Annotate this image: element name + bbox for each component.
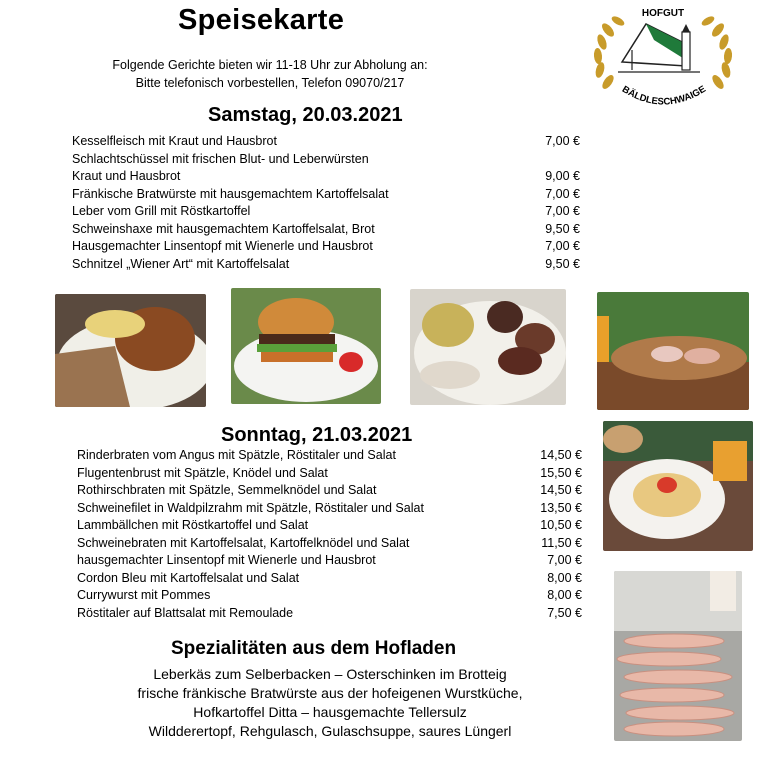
sunday-menu	[77, 447, 582, 622]
dish-name: Schnitzel „Wiener Art“ mit Kartoffelsalat	[72, 256, 290, 271]
dish-price: 14,50 €	[540, 483, 582, 497]
list-item	[72, 221, 580, 239]
food-image	[597, 292, 749, 410]
intro-line-2: Bitte telefonisch vorbestellen, Telefon 09070/217	[135, 76, 405, 90]
list-item	[72, 256, 580, 274]
dish-name: Flugentenbrust mit Spätzle, Knödel und Salat	[77, 465, 328, 480]
dish-price: 8,00 €	[547, 588, 582, 602]
dish-price: 9,50 €	[545, 256, 580, 271]
dish-name: hausgemachter Linsentopf mit Wienerle und Hausbrot	[77, 553, 376, 567]
logo-emblem	[588, 2, 738, 114]
dish-price: 7,00 €	[545, 204, 580, 218]
list-item	[72, 168, 580, 186]
dish-price: 7,00 €	[547, 553, 582, 567]
food-image	[231, 288, 381, 404]
food-image	[55, 294, 206, 407]
photo-brotzeitbrett	[597, 292, 749, 410]
dish-name: Kesselfleisch mit Kraut und Hausbrot	[72, 134, 277, 148]
dish-price: 9,00 €	[545, 169, 580, 183]
list-item	[72, 151, 580, 169]
dish-price: 7,00 €	[545, 239, 580, 253]
laurel-left-icon	[593, 14, 625, 90]
dish-name: Currywurst mit Pommes	[77, 588, 211, 602]
food-image	[614, 571, 742, 741]
dish-name: Cordon Bleu mit Kartoffelsalat und Salat	[77, 570, 300, 585]
photo-schweinshaxe	[55, 294, 206, 407]
photo-bratwuerste	[614, 571, 742, 741]
logo-top-text: HOFGUT	[641, 8, 685, 19]
dish-name: Schweinshaxe mit hausgemachtem Kartoffelsalat, Brot	[72, 221, 375, 236]
saturday-heading: Samstag, 20.03.2021	[208, 104, 403, 126]
list-item	[72, 186, 580, 204]
dish-price: 7,00 €	[545, 134, 580, 148]
dish-name: Schlachtschüssel mit frischen Blut- und Leberwürsten	[72, 151, 369, 166]
page-title: Speisekarte	[178, 4, 345, 36]
specials-line-2: frische fränkische Bratwürste aus der hofeigenen Wurstküche,	[137, 685, 523, 701]
dish-price: 7,00 €	[545, 186, 580, 201]
specials-line-3: Hofkartoffel Ditta – hausgemachte Tellersulz	[193, 704, 467, 720]
svg-text:BÄLDLESCHWAIGE	[620, 84, 708, 108]
dish-price: 7,50 €	[547, 605, 582, 620]
food-image	[410, 289, 566, 405]
dish-name: Kraut und Hausbrot	[72, 169, 181, 183]
sunday-heading: Sonntag, 21.03.2021	[221, 424, 413, 446]
list-item	[77, 447, 582, 465]
dish-name: Fränkische Bratwürste mit hausgemachtem Kartoffelsalat	[72, 186, 389, 201]
dish-name: Schweinebraten mit Kartoffelsalat, Kartoffelknödel und Salat	[77, 535, 410, 550]
specials-heading: Spezialitäten aus dem Hofladen	[171, 638, 457, 659]
list-item	[72, 238, 580, 256]
saturday-menu	[72, 133, 580, 273]
dish-name: Rothirschbraten mit Spätzle, Semmelknödel und Salat	[77, 483, 377, 497]
dish-name: Lammbällchen mit Röstkartoffel und Salat	[77, 518, 309, 532]
list-item	[77, 465, 582, 483]
laurel-right-icon	[700, 14, 732, 90]
logo-bottom-text: BÄLDLESCHWAIGE	[619, 83, 708, 108]
food-image	[603, 421, 753, 551]
list-item	[77, 587, 582, 605]
dish-name: Leber vom Grill mit Röstkartoffel	[72, 204, 251, 218]
dish-name: Röstitaler auf Blattsalat mit Remoulade	[77, 605, 294, 620]
dish-price: 8,00 €	[547, 570, 582, 585]
dish-price: 9,50 €	[545, 221, 580, 236]
dish-price: 11,50 €	[541, 535, 582, 550]
dish-name: Rinderbraten vom Angus mit Spätzle, Röstitaler und Salat	[77, 448, 396, 462]
hofgut-logo	[588, 2, 738, 114]
dish-price: 15,50 €	[540, 465, 582, 480]
list-item	[77, 517, 582, 535]
specials-line-4: Wildderertopf, Rehgulasch, Gulaschsuppe, saures Lüngerl	[148, 723, 512, 739]
photo-spaetzle	[603, 421, 753, 551]
list-item	[77, 552, 582, 570]
list-item	[77, 535, 582, 553]
list-item	[77, 482, 582, 500]
dish-price: 13,50 €	[540, 500, 582, 515]
specials-line-1: Leberkäs zum Selberbacken – Osterschinken im Brotteig	[153, 666, 507, 682]
photo-schlachtschuessel	[410, 289, 566, 405]
dish-price: 10,50 €	[540, 518, 582, 532]
list-item	[72, 133, 580, 151]
intro-line-1: Folgende Gerichte bieten wir 11-18 Uhr zur Abholung an:	[112, 58, 428, 72]
photo-burger	[231, 288, 381, 404]
list-item	[77, 570, 582, 588]
dish-name: Schweinefilet in Waldpilzrahm mit Spätzle, Röstitaler und Salat	[77, 500, 424, 515]
list-item	[72, 203, 580, 221]
dish-name: Hausgemachter Linsentopf mit Wienerle und Hausbrot	[72, 239, 373, 253]
dish-price: 14,50 €	[540, 448, 582, 462]
list-item	[77, 605, 582, 623]
list-item	[77, 500, 582, 518]
